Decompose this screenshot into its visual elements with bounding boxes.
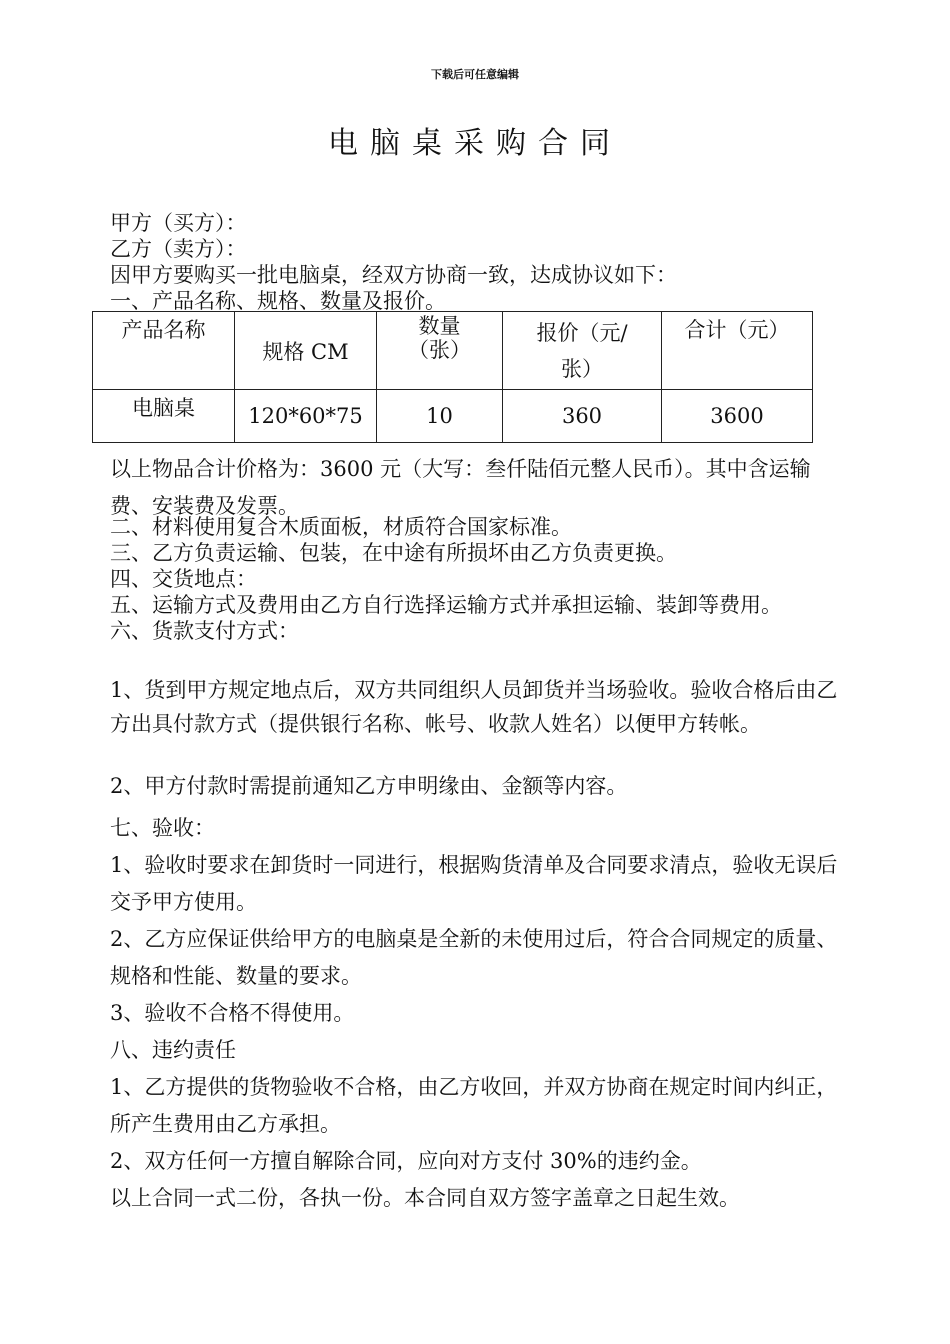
product-table — [92, 311, 813, 443]
section-6-item-2: 2、甲方付款时需提前通知乙方申明缘由、金额等内容。 — [110, 774, 628, 798]
header-product-name: 产品名称 — [93, 312, 235, 390]
table-row — [93, 390, 813, 443]
payment-item-2 — [110, 773, 842, 799]
section-7-item-1: 1、验收时要求在卸货时一同进行，根据购货清单及合同要求清点，验收无误后交予甲方使用。 — [110, 853, 838, 914]
header-qty-line2: （张） — [408, 338, 471, 362]
sections-2-6 — [110, 514, 842, 644]
section-8-heading: 八、违约责任 — [110, 1038, 236, 1062]
section-6-heading: 六、货款支付方式： — [110, 619, 299, 643]
section-4: 四、交货地点： — [110, 567, 257, 591]
cell-total: 3600 — [662, 390, 813, 443]
section-6-item-1: 1、货到甲方规定地点后，双方共同组织人员卸货并当场验收。验收合格后由乙方出具付款方式（提供银行名称、帐号、收款人姓名）以便甲方转帐。 — [110, 678, 838, 736]
section-8-item-2: 2、双方任何一方擅自解除合同，应向对方支付 30%的违约金。 — [110, 1149, 702, 1173]
header-spec: 规格 CM — [235, 312, 377, 390]
sections-7-8 — [110, 810, 842, 1217]
section-1-heading: 一、产品名称、规格、数量及报价。 — [110, 289, 446, 313]
section-7-heading: 七、验收： — [110, 816, 215, 840]
header-price-line1: 报价（元/ — [536, 320, 628, 345]
section-5: 五、运输方式及费用由乙方自行选择运输方式并承担运输、装卸等费用。 — [110, 593, 782, 617]
section-2: 二、材料使用复合木质面板，材质符合国家标准。 — [110, 515, 572, 539]
header-price — [503, 312, 662, 390]
purpose-line: 因甲方要购买一批电脑桌，经双方协商一致，达成协议如下： — [110, 263, 677, 287]
section-7-item-3: 3、验收不合格不得使用。 — [110, 1001, 355, 1025]
header-qty — [377, 312, 503, 390]
cell-price: 360 — [503, 390, 662, 443]
party-a-line: 甲方（买方）： — [110, 211, 247, 235]
payment-item-1 — [110, 673, 842, 741]
header-price-line2: 张） — [561, 356, 603, 381]
party-b-line: 乙方（卖方）： — [110, 237, 247, 261]
section-7-item-2: 2、乙方应保证供给甲方的电脑桌是全新的未使用过后，符合合同规定的质量、规格和性能、数量的要求。 — [110, 927, 838, 988]
closing-line: 以上合同一式二份，各执一份。本合同自双方签字盖章之日起生效。 — [110, 1186, 740, 1210]
header-note: 下载后可任意编辑 — [431, 68, 519, 81]
header-total: 合计（元） — [662, 312, 813, 390]
intro-section — [110, 210, 842, 314]
cell-spec: 120*60*75 — [235, 390, 377, 443]
section-3: 三、乙方负责运输、包装，在中途有所损坏由乙方负责更换。 — [110, 541, 677, 565]
table-header-row — [93, 312, 813, 390]
document-title: 电脑桌采购合同 — [328, 126, 622, 161]
cell-product-name: 电脑桌 — [93, 390, 235, 443]
section-8-item-1: 1、乙方提供的货物验收不合格，由乙方收回，并双方协商在规定时间内纠正，所产生费用由乙方承担。 — [110, 1075, 838, 1136]
header-qty-line1: 数量 — [418, 314, 461, 338]
cell-qty: 10 — [377, 390, 503, 443]
total-line: 以上物品合计价格为：3600 元（大写：叁仟陆佰元整人民币）。其中含运输费、安装费及发票。 — [110, 457, 811, 518]
